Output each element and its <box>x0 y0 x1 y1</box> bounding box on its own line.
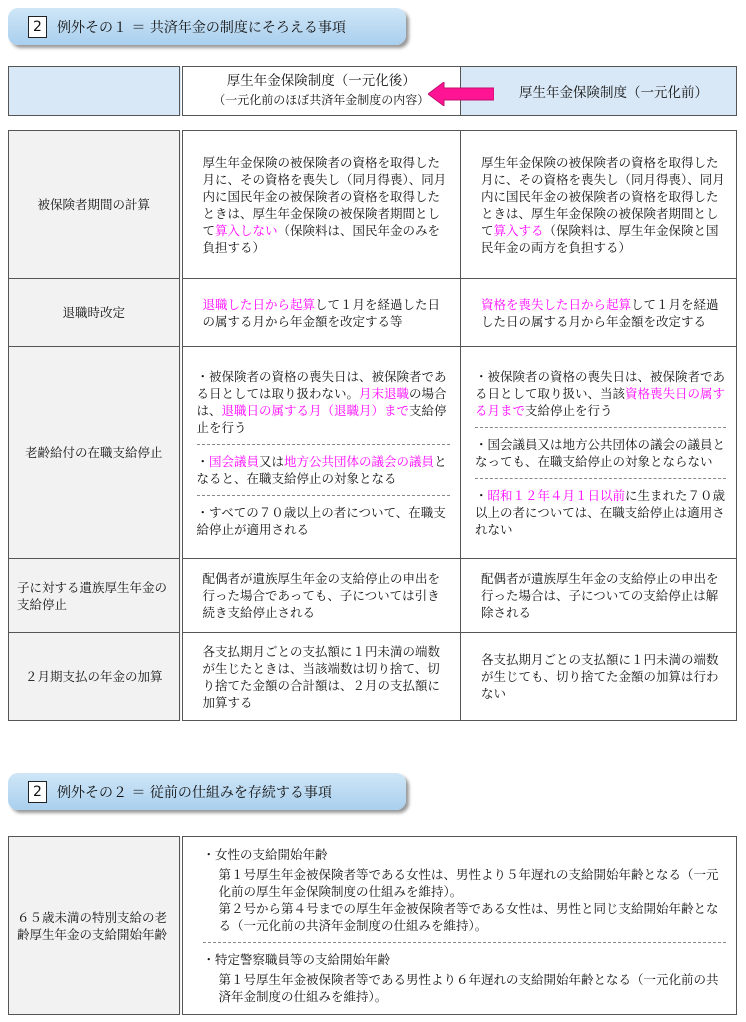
header-before: 厚生年金保険制度（一元化前） <box>461 67 737 116</box>
highlight-text: 国会議員 <box>209 453 260 469</box>
table-row <box>9 633 737 721</box>
row-content-cell <box>181 837 737 1015</box>
table-row <box>9 347 737 559</box>
highlight-text: 算入する <box>493 222 544 238</box>
row-label: ６５歳未満の特別支給の老齢厚生年金の支給開始年齢 <box>9 837 181 1015</box>
sub-item: ・すべての７０歳以上の者について、在職支給停止が適用される <box>196 504 446 537</box>
text: 厚生年金保険の被保険者の資格を取得した月に、その資格を喪失し（同月得喪）、同月内に国民年金の被保険者の資格を取得したときは、厚生年金保険の被保険者期間として <box>202 154 447 238</box>
sub-item <box>203 846 727 943</box>
text: して１月を経過した日の属する月から年金額を改定する等 <box>202 296 441 329</box>
comparison-table <box>8 130 737 721</box>
row-before-cell <box>461 347 737 559</box>
sub-item: ・国会議員又は地方公共団体の議会の議員となっても、在職支給停止の対象とならない <box>475 436 726 479</box>
row-before-cell: 各支払期月ごとの支払額に１円未満の端数が生じても、切り捨てた金額の加算は行わない <box>461 633 737 721</box>
text: して１月を経過した日の属する月から年金額を改定する <box>481 296 719 329</box>
section1-number: 2 <box>28 16 47 38</box>
comparison-header <box>8 66 737 116</box>
row-before-cell: 配偶者が遺族厚生年金の支給停止の申出を行った場合は、子についての支給停止は解除される <box>461 559 737 633</box>
row-label: 被保険者期間の計算 <box>9 131 181 279</box>
text: 支給停止を行う <box>525 402 613 418</box>
row-after-cell <box>181 131 461 279</box>
row-after-cell <box>181 347 461 559</box>
highlight-text: 退職日の属する月（退職月）まで <box>221 402 410 418</box>
header-after <box>181 67 461 116</box>
text: ・ <box>196 453 210 469</box>
sub-heading: ・特定警察職員等の支給開始年齢 <box>202 952 391 967</box>
row-label: 子に対する遺族厚生年金の支給停止 <box>9 559 181 633</box>
row-label: 退職時改定 <box>9 279 181 347</box>
text: 第１号厚生年金被保険者等である女性は、男性より５年遅れの支給開始年齢となる（一元化前の厚生年金保険制度の仕組みを維持）。 <box>218 867 719 899</box>
text: 厚生年金保険の被保険者の資格を取得した月に、その資格を喪失し（同月得喪）、同月内に国民年金の被保険者の資格を取得したときは、厚生年金保険の被保険者期間として <box>481 154 725 238</box>
header-blank-cell <box>9 67 181 116</box>
sub-item <box>197 368 451 445</box>
text: の場合は、 <box>196 385 447 418</box>
section2-number: 2 <box>28 781 47 803</box>
section2-heading <box>8 773 406 810</box>
row-before-cell <box>461 131 737 279</box>
row-after-cell: 配偶者が遺族厚生年金の支給停止の申出を行った場合であっても、子については引き続き支給停止される <box>181 559 461 633</box>
highlight-text: 資格喪失日の属する月まで <box>475 385 726 418</box>
section1-heading <box>8 8 406 45</box>
row-label: 老齢給付の在職支給停止 <box>9 347 181 559</box>
text: 第１号厚生年金被保険者等である男性より６年遅れの支給開始年齢となる（一元化前の共済年金制度の仕組みを維持）。 <box>218 972 719 1004</box>
highlight-text: 月末退職 <box>359 385 410 401</box>
text: となると、在職支給停止の対象となる <box>196 453 447 486</box>
section2-title: 例外その２ ＝ 従前の仕組みを存続する事項 <box>57 784 332 801</box>
highlight-text: 資格を喪失した日から起算 <box>481 296 632 312</box>
text: ・被保険者の資格の喪失日は、被保険者である日として取り扱い、当該 <box>475 368 726 401</box>
header-after-subtitle: （一元化前のほぼ共済年金制度の内容） <box>213 93 430 107</box>
text: 支給停止を行う <box>196 402 447 435</box>
sub-item <box>203 951 727 1005</box>
table-row <box>9 559 737 633</box>
text: 又は <box>259 453 285 469</box>
left-arrow-icon <box>428 82 494 106</box>
highlight-text: 昭和１２年４月１日以前 <box>487 487 626 503</box>
header-after-title: 厚生年金保険制度（一元化後） <box>226 73 416 89</box>
text: ・被保険者の資格の喪失日は、被保険者である日としては取り扱わない。 <box>196 368 447 401</box>
text: ・ <box>475 487 488 503</box>
highlight-text: 退職した日から起算 <box>202 296 316 312</box>
text: 第２号から第４号までの厚生年金被保険者等である女性は、男性と同じ支給開始年齢となる（一元化前の共済年金制度の仕組みを維持）。 <box>218 901 719 933</box>
table-row <box>9 131 737 279</box>
row-before-cell <box>461 279 737 347</box>
table-row <box>9 279 737 347</box>
table-row <box>9 837 737 1015</box>
text: （保険料は、厚生年金保険と国民年金の両方を負担する） <box>481 222 719 255</box>
sub-item <box>475 487 726 538</box>
sub-heading: ・女性の支給開始年齢 <box>202 847 328 862</box>
sub-item <box>197 453 451 496</box>
section2-table <box>8 836 737 1015</box>
section1-title: 例外その１ ＝ 共済年金の制度にそろえる事項 <box>57 19 346 36</box>
sub-item <box>475 368 726 428</box>
text: （保険料は、国民年金のみを負担する） <box>202 222 441 255</box>
highlight-text: 算入しない <box>215 222 278 238</box>
row-after-cell <box>181 279 461 347</box>
row-label: ２月期支払の年金の加算 <box>9 633 181 721</box>
highlight-text: 地方公共団体の議会の議員 <box>284 453 435 469</box>
text: に生まれた７０歳以上の者については、在職支給停止は適用されない <box>475 487 726 537</box>
row-after-cell: 各支払期月ごとの支払額に１円未満の端数が生じたときは、当該端数は切り捨て、切り捨てた金額の合計額は、２月の支払額に加算する <box>181 633 461 721</box>
